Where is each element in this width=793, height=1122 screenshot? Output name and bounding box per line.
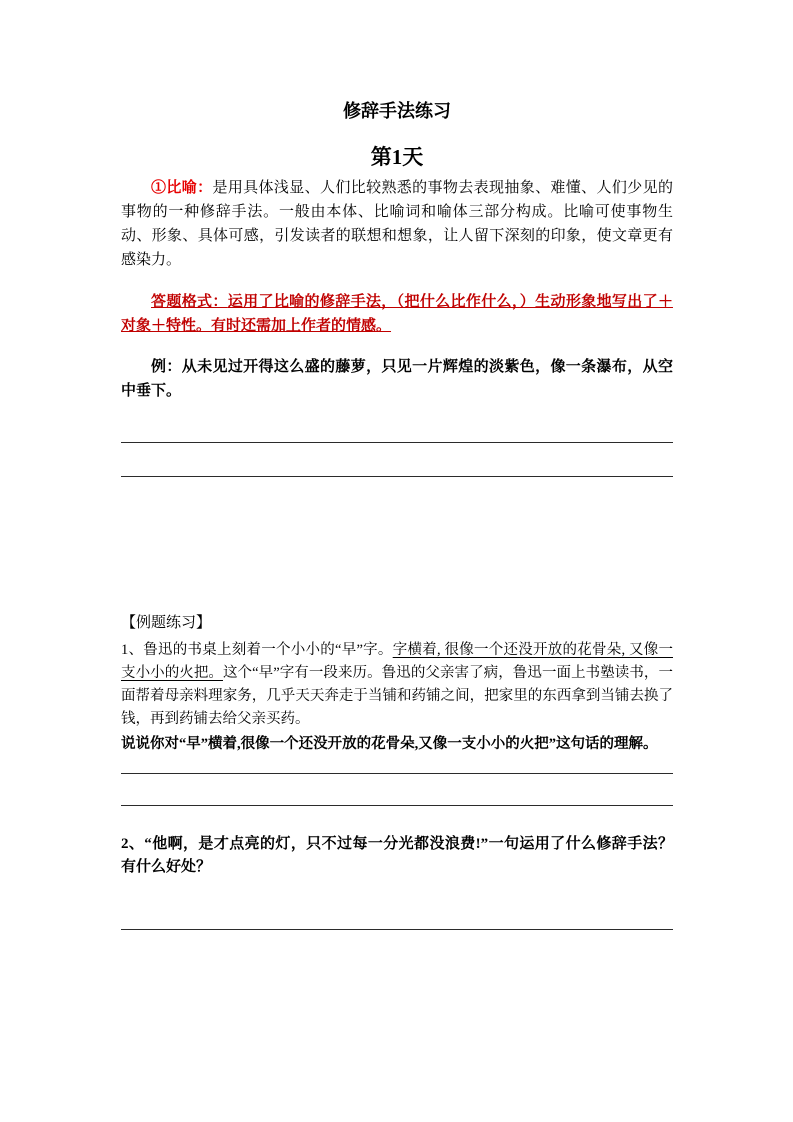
answer-format-label: 答题格式： [151, 294, 228, 310]
question-1-prompt: 说说你对“早”横着,很像一个还没开放的花骨朵,又像一支小小的火把”这句话的理解。 [121, 736, 658, 752]
question-1-rest: 这个“早”字有一段来历。鲁迅的父亲害了病，鲁迅一面上书塾读书，一面帮着母亲料理家务，几乎天天奔走于当铺和药铺之间，把家里的东西拿到当铺去换了钱，再到药铺去给父亲买药。 [121, 665, 673, 727]
day-heading: 第1天 [370, 145, 424, 169]
page-title: 修辞手法练习 [343, 101, 451, 121]
answer-line [121, 476, 673, 477]
answer-line [121, 773, 673, 774]
answer-line [121, 442, 673, 443]
definition-paragraph [121, 176, 673, 272]
definition-term: ①比喻： [151, 180, 213, 196]
question-1-lead: 1、鲁迅的书桌上刻着一个小小的“早”字。 [121, 642, 393, 658]
question-1-underlined-clause: 字横着, 很像一个还没开放的花骨朵, 又像一支小小的火把。 [121, 642, 673, 681]
question-1 [121, 639, 673, 731]
example-paragraph: 例：从未见过开得这么盛的藤萝，只见一片辉煌的淡紫色，像一条瀑布，从空中垂下。 [121, 359, 673, 399]
answer-line [121, 929, 673, 930]
answer-format-paragraph [121, 290, 673, 338]
definition-body: 是用具体浅显、人们比较熟悉的事物去表现抽象、难懂、人们少见的事物的一种修辞手法。一般由本体、比喻词和喻体三部分构成。比喻可使事物生动、形象、具体可感，引发读者的联想和想象，让人留下深刻的印象，使文章更有感染力。 [121, 180, 673, 268]
answer-line [121, 805, 673, 806]
question-2: 2、“他啊，是才点亮的灯，只不过每一分光都没浪费!”一句运用了什么修辞手法？有什么好处？ [121, 836, 673, 875]
answer-format-body: 运用了比喻的修辞手法，（把什么比作什么，）生动形象地写出了＋对象＋特性。有时还需加上作者的情感。 [121, 294, 673, 334]
practice-section-header: 【例题练习】 [121, 615, 212, 631]
